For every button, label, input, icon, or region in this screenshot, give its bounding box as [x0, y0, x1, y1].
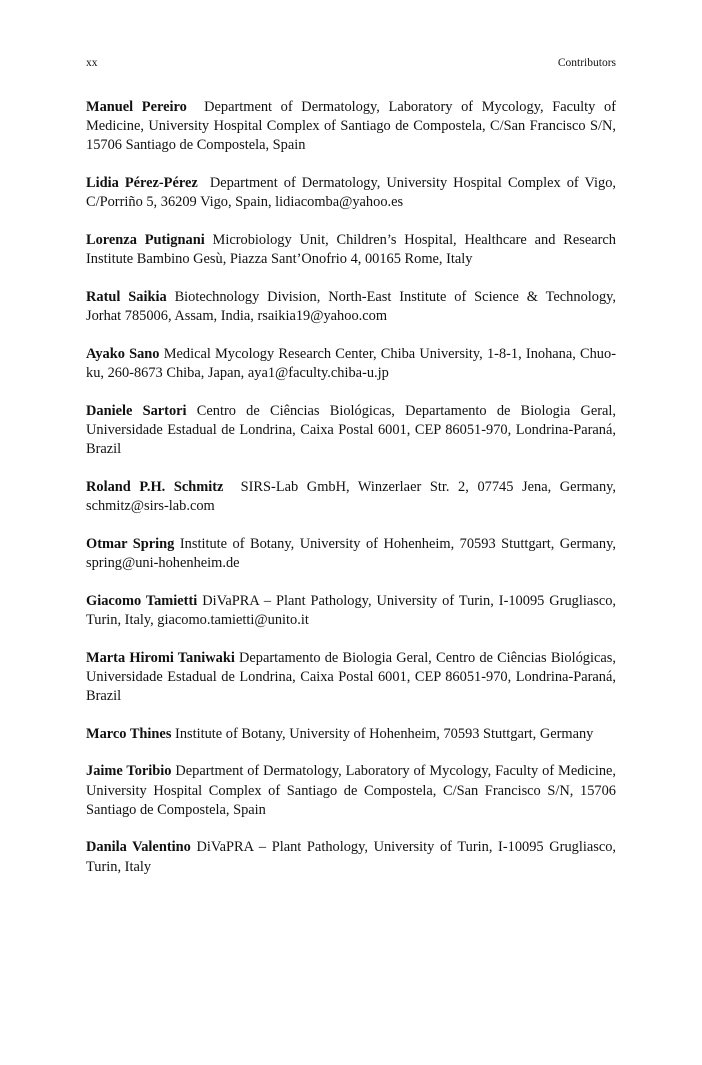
section-title: Contributors	[557, 57, 616, 69]
contributor-name: Jaime Toribio	[86, 763, 172, 780]
contributor-affiliation: DiVaPRA – Plant Pathology, University of Turin, I-10095 Grugliasco, Turin, Italy, giacomo.tamietti@unito.it	[86, 592, 617, 628]
contributor-entry	[86, 231, 616, 269]
contributor-name: Lidia Pérez-Pérez	[86, 175, 198, 192]
contributor-entry	[86, 592, 616, 630]
contributor-entry	[86, 535, 616, 573]
contributor-entry	[86, 478, 616, 516]
contributor-affiliation: Biotechnology Division, North-East Institute of Science & Technology, Jorhat 785006, Assam, India, rsaikia19@yahoo.com	[86, 288, 617, 325]
contributor-affiliation: Department of Dermatology, Laboratory of Mycology, Faculty of Medicine, University Hospital Complex of Santiago de Compostela, C/San Francisco S/N, 15706 Santiago de Compostela, Spain	[86, 763, 616, 818]
contributor-entry	[86, 345, 616, 383]
contributor-name: Daniele Sartori	[86, 402, 187, 419]
contributor-name: Danila Valentino	[86, 839, 191, 856]
contributor-entry	[86, 838, 616, 876]
contributor-name: Ratul Saikia	[86, 288, 167, 305]
contributor-entry	[86, 98, 616, 156]
contributor-name: Manuel Pereiro	[86, 99, 187, 115]
contributor-affiliation: Medical Mycology Research Center, Chiba University, 1-8-1, Inohana, Chuo-ku, 260-8673 Chiba, Japan, aya1@faculty.chiba-u.jp	[86, 345, 616, 382]
contributor-name: Lorenza Putignani	[86, 232, 205, 249]
contributor-name: Marta Hiromi Taniwaki	[86, 649, 235, 666]
contributor-entry	[86, 649, 616, 707]
contributor-name: Marco Thines	[86, 725, 172, 742]
contributor-entry	[86, 762, 616, 820]
contributor-affiliation: Centro de Ciências Biológicas, Departamento de Biologia Geral, Universidade Estadual de Londrina, Caixa Postal 6001, CEP 86051-970, Londrina-Paraná, Brazil	[86, 402, 616, 458]
contributor-entry	[86, 725, 616, 744]
running-head	[86, 56, 616, 70]
contributor-affiliation: Institute of Botany, University of Hohenheim, 70593 Stuttgart, Germany	[175, 725, 594, 742]
contributor-affiliation: Departamento de Biologia Geral, Centro de Ciências Biológicas, Universidade Estadual de Londrina, Caixa Postal 6001, CEP 86051-970, Londrina-Paraná, Brazil	[86, 649, 616, 704]
contributor-name: Roland P.H. Schmitz	[86, 478, 224, 495]
contributor-name: Giacomo Tamietti	[86, 592, 198, 609]
contributor-name: Otmar Spring	[86, 535, 175, 552]
contributor-name: Ayako Sano	[86, 345, 160, 362]
contributor-affiliation: DiVaPRA – Plant Pathology, University of Turin, I-10095 Grugliasco, Turin, Italy	[86, 839, 616, 875]
contributor-entry	[86, 174, 616, 212]
contributors-list	[86, 98, 616, 895]
contributor-affiliation: Department of Dermatology, University Hospital Complex of Vigo, C/Porriño 5, 36209 Vigo, Spain, lidiacomba@yahoo.es	[86, 175, 616, 211]
contributor-entry	[86, 288, 616, 326]
page-number: xx	[86, 57, 98, 69]
contributor-affiliation: Department of Dermatology, Laboratory of Mycology, Faculty of Medicine, University Hospital Complex of Santiago de Compostela, C/San Francisco S/N, 15706 Santiago de Compostela, Spain	[86, 99, 616, 154]
contributor-affiliation: Institute of Botany, University of Hohenheim, 70593 Stuttgart, Germany, spring@uni-hohenheim.de	[86, 535, 616, 571]
contributor-affiliation: Microbiology Unit, Children’s Hospital, Healthcare and Research Institute Bambino Gesù, Piazza Sant’Onofrio 4, 00165 Rome, Italy	[86, 232, 616, 268]
contributor-entry	[86, 402, 616, 460]
contributor-affiliation: SIRS-Lab GmbH, Winzerlaer Str. 2, 07745 Jena, Germany, schmitz@sirs-lab.com	[86, 478, 616, 515]
